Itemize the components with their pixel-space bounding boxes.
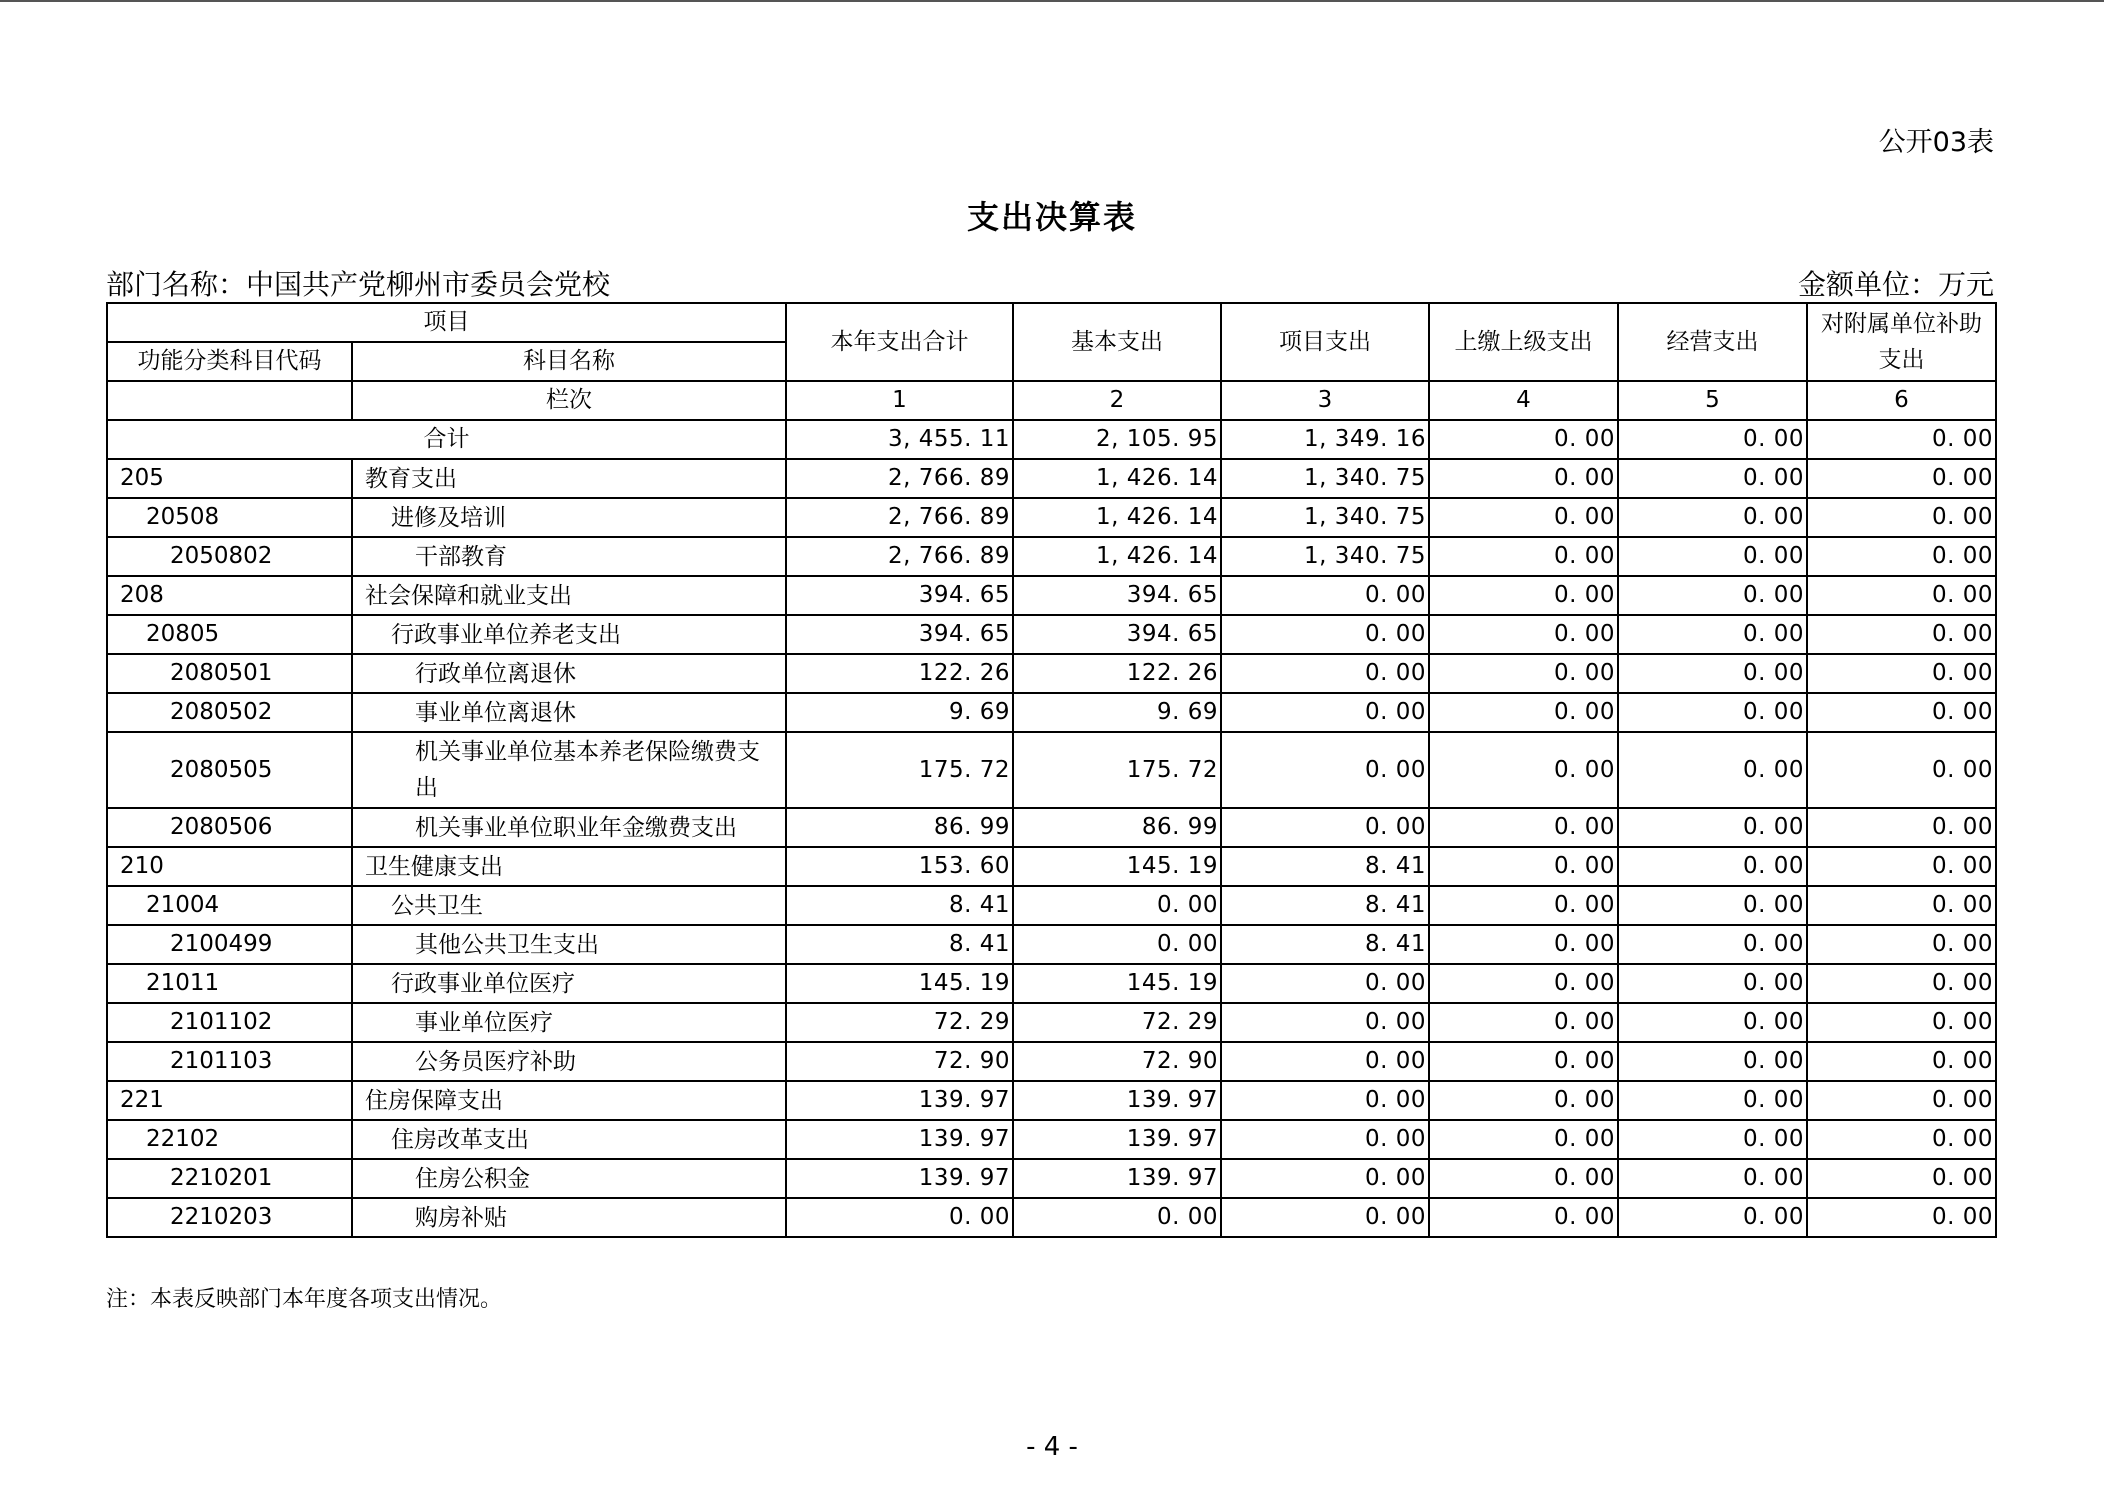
row-name: 住房保障支出: [352, 1081, 786, 1120]
row-business: 0. 00: [1618, 459, 1807, 498]
row-subsidy: 0. 00: [1807, 576, 1996, 615]
row-business: 0. 00: [1618, 654, 1807, 693]
sum-basic: 2, 105. 95: [1013, 420, 1221, 459]
row-code: 210: [107, 847, 352, 886]
row-business: 0. 00: [1618, 1198, 1807, 1237]
row-subsidy: 0. 00: [1807, 1003, 1996, 1042]
row-total: 139. 97: [786, 1120, 1013, 1159]
row-upper: 0. 00: [1429, 693, 1618, 732]
sum-business: 0. 00: [1618, 420, 1807, 459]
header-row-1: [107, 303, 1996, 342]
row-project: 0. 00: [1221, 964, 1429, 1003]
row-code: 20805: [107, 615, 352, 654]
row-total: 122. 26: [786, 654, 1013, 693]
row-project: 8. 41: [1221, 925, 1429, 964]
row-basic: 0. 00: [1013, 925, 1221, 964]
row-name: 其他公共卫生支出: [352, 925, 786, 964]
row-business: 0. 00: [1618, 732, 1807, 808]
row-business: 0. 00: [1618, 964, 1807, 1003]
table-row: [107, 964, 1996, 1003]
row-basic: 394. 65: [1013, 576, 1221, 615]
row-project: 0. 00: [1221, 1042, 1429, 1081]
sum-row: [107, 420, 1996, 459]
row-project: 8. 41: [1221, 847, 1429, 886]
row-name: 机关事业单位职业年金缴费支出: [352, 808, 786, 847]
row-business: 0. 00: [1618, 1159, 1807, 1198]
row-basic: 175. 72: [1013, 732, 1221, 808]
header-code: 功能分类科目代码: [107, 342, 352, 381]
row-project: 0. 00: [1221, 1081, 1429, 1120]
row-project: 0. 00: [1221, 693, 1429, 732]
department-name: 部门名称：中国共产党柳州市委员会党校: [106, 268, 611, 301]
row-upper: 0. 00: [1429, 576, 1618, 615]
table-row: [107, 1003, 1996, 1042]
header-upper: 上缴上级支出: [1429, 303, 1618, 381]
row-subsidy: 0. 00: [1807, 459, 1996, 498]
row-project: 0. 00: [1221, 615, 1429, 654]
table-row: [107, 1198, 1996, 1237]
table-row: [107, 576, 1996, 615]
row-upper: 0. 00: [1429, 498, 1618, 537]
row-basic: 9. 69: [1013, 693, 1221, 732]
row-subsidy: 0. 00: [1807, 615, 1996, 654]
row-code: 221: [107, 1081, 352, 1120]
row-name: 公务员医疗补助: [352, 1042, 786, 1081]
row-business: 0. 00: [1618, 808, 1807, 847]
table-row: [107, 654, 1996, 693]
row-code: 20508: [107, 498, 352, 537]
row-upper: 0. 00: [1429, 1042, 1618, 1081]
row-upper: 0. 00: [1429, 459, 1618, 498]
row-upper: 0. 00: [1429, 808, 1618, 847]
row-name: 社会保障和就业支出: [352, 576, 786, 615]
row-total: 394. 65: [786, 576, 1013, 615]
table-row: [107, 886, 1996, 925]
row-upper: 0. 00: [1429, 537, 1618, 576]
row-upper: 0. 00: [1429, 847, 1618, 886]
row-total: 394. 65: [786, 615, 1013, 654]
row-name: 事业单位医疗: [352, 1003, 786, 1042]
row-basic: 139. 97: [1013, 1120, 1221, 1159]
form-number: 公开03表: [1878, 127, 1994, 158]
row-name: 行政单位离退休: [352, 654, 786, 693]
row-total: 2, 766. 89: [786, 537, 1013, 576]
amount-unit: 金额单位：万元: [1797, 268, 1994, 301]
header-basic: 基本支出: [1013, 303, 1221, 381]
col-num-6: 6: [1807, 381, 1996, 420]
row-project: 0. 00: [1221, 1003, 1429, 1042]
row-upper: 0. 00: [1429, 1159, 1618, 1198]
row-subsidy: 0. 00: [1807, 1081, 1996, 1120]
row-total: 2, 766. 89: [786, 459, 1013, 498]
row-subsidy: 0. 00: [1807, 1042, 1996, 1081]
row-name: 住房改革支出: [352, 1120, 786, 1159]
row-basic: 139. 97: [1013, 1081, 1221, 1120]
row-total: 72. 29: [786, 1003, 1013, 1042]
row-code: 22102: [107, 1120, 352, 1159]
row-total: 175. 72: [786, 732, 1013, 808]
sum-project: 1, 349. 16: [1221, 420, 1429, 459]
row-code: 2080502: [107, 693, 352, 732]
row-business: 0. 00: [1618, 1042, 1807, 1081]
row-business: 0. 00: [1618, 1081, 1807, 1120]
table-row: [107, 459, 1996, 498]
sum-subsidy: 0. 00: [1807, 420, 1996, 459]
row-code: 2100499: [107, 925, 352, 964]
row-code: 2050802: [107, 537, 352, 576]
footnote: 注：本表反映部门本年度各项支出情况。: [106, 1287, 503, 1312]
row-total: 8. 41: [786, 925, 1013, 964]
header-total: 本年支出合计: [786, 303, 1013, 381]
row-name: 教育支出: [352, 459, 786, 498]
row-business: 0. 00: [1618, 1003, 1807, 1042]
row-business: 0. 00: [1618, 576, 1807, 615]
sum-upper: 0. 00: [1429, 420, 1618, 459]
page-title: 支出决算表: [966, 198, 1137, 236]
table-row: [107, 537, 1996, 576]
row-code: 2080501: [107, 654, 352, 693]
row-total: 0. 00: [786, 1198, 1013, 1237]
row-upper: 0. 00: [1429, 886, 1618, 925]
row-name: 行政事业单位医疗: [352, 964, 786, 1003]
row-business: 0. 00: [1618, 1120, 1807, 1159]
row-upper: 0. 00: [1429, 1081, 1618, 1120]
expenditure-table: [106, 302, 1997, 1238]
row-name: 住房公积金: [352, 1159, 786, 1198]
row-total: 139. 97: [786, 1081, 1013, 1120]
row-subsidy: 0. 00: [1807, 1159, 1996, 1198]
row-basic: 122. 26: [1013, 654, 1221, 693]
row-upper: 0. 00: [1429, 925, 1618, 964]
row-basic: 0. 00: [1013, 1198, 1221, 1237]
row-project: 1, 340. 75: [1221, 459, 1429, 498]
lanci-label: 栏次: [352, 381, 786, 420]
row-upper: 0. 00: [1429, 1003, 1618, 1042]
row-subsidy: 0. 00: [1807, 498, 1996, 537]
row-name: 公共卫生: [352, 886, 786, 925]
page-top-border: [0, 0, 2104, 2]
col-num-5: 5: [1618, 381, 1807, 420]
column-number-row: [107, 381, 1996, 420]
table-row: [107, 1159, 1996, 1198]
row-total: 86. 99: [786, 808, 1013, 847]
table-row: [107, 1120, 1996, 1159]
row-code: 208: [107, 576, 352, 615]
col-num-3: 3: [1221, 381, 1429, 420]
row-basic: 1, 426. 14: [1013, 498, 1221, 537]
row-name: 干部教育: [352, 537, 786, 576]
row-code: 2080506: [107, 808, 352, 847]
row-total: 153. 60: [786, 847, 1013, 886]
table-row: [107, 808, 1996, 847]
row-project: 0. 00: [1221, 808, 1429, 847]
row-subsidy: 0. 00: [1807, 654, 1996, 693]
row-basic: 1, 426. 14: [1013, 537, 1221, 576]
row-code: 205: [107, 459, 352, 498]
row-code: 2210203: [107, 1198, 352, 1237]
row-subsidy: 0. 00: [1807, 1120, 1996, 1159]
header-name: 科目名称: [352, 342, 786, 381]
table-row: [107, 1042, 1996, 1081]
sum-total: 3, 455. 11: [786, 420, 1013, 459]
col-num-4: 4: [1429, 381, 1618, 420]
row-total: 139. 97: [786, 1159, 1013, 1198]
table-row: [107, 498, 1996, 537]
table-row: [107, 732, 1996, 808]
row-project: 0. 00: [1221, 1120, 1429, 1159]
header-business: 经营支出: [1618, 303, 1807, 381]
row-basic: 145. 19: [1013, 964, 1221, 1003]
row-total: 72. 90: [786, 1042, 1013, 1081]
row-basic: 72. 29: [1013, 1003, 1221, 1042]
row-code: 2101102: [107, 1003, 352, 1042]
row-code: 2101103: [107, 1042, 352, 1081]
row-subsidy: 0. 00: [1807, 925, 1996, 964]
row-project: 0. 00: [1221, 1159, 1429, 1198]
row-name: 行政事业单位养老支出: [352, 615, 786, 654]
header-project: 项目支出: [1221, 303, 1429, 381]
row-basic: 139. 97: [1013, 1159, 1221, 1198]
row-name: 机关事业单位基本养老保险缴费支出: [352, 732, 786, 808]
row-project: 0. 00: [1221, 732, 1429, 808]
row-basic: 86. 99: [1013, 808, 1221, 847]
row-subsidy: 0. 00: [1807, 808, 1996, 847]
row-total: 145. 19: [786, 964, 1013, 1003]
column-number-blank: [107, 381, 352, 420]
row-business: 0. 00: [1618, 498, 1807, 537]
sum-label: 合计: [107, 420, 786, 459]
row-business: 0. 00: [1618, 925, 1807, 964]
row-code: 2210201: [107, 1159, 352, 1198]
table-row: [107, 615, 1996, 654]
row-basic: 72. 90: [1013, 1042, 1221, 1081]
row-code: 21004: [107, 886, 352, 925]
row-basic: 145. 19: [1013, 847, 1221, 886]
row-subsidy: 0. 00: [1807, 1198, 1996, 1237]
row-business: 0. 00: [1618, 693, 1807, 732]
row-basic: 394. 65: [1013, 615, 1221, 654]
col-num-2: 2: [1013, 381, 1221, 420]
row-name: 进修及培训: [352, 498, 786, 537]
row-business: 0. 00: [1618, 847, 1807, 886]
row-subsidy: 0. 00: [1807, 964, 1996, 1003]
row-upper: 0. 00: [1429, 732, 1618, 808]
row-name: 事业单位离退休: [352, 693, 786, 732]
row-upper: 0. 00: [1429, 615, 1618, 654]
row-project: 0. 00: [1221, 654, 1429, 693]
row-business: 0. 00: [1618, 537, 1807, 576]
row-project: 1, 340. 75: [1221, 537, 1429, 576]
row-project: 8. 41: [1221, 886, 1429, 925]
row-upper: 0. 00: [1429, 1120, 1618, 1159]
row-total: 8. 41: [786, 886, 1013, 925]
row-project: 0. 00: [1221, 1198, 1429, 1237]
row-project: 0. 00: [1221, 576, 1429, 615]
table-row: [107, 693, 1996, 732]
row-subsidy: 0. 00: [1807, 886, 1996, 925]
header-item: 项目: [107, 303, 786, 342]
header-subsidy: 对附属单位补助支出: [1807, 303, 1996, 381]
row-name: 购房补贴: [352, 1198, 786, 1237]
row-subsidy: 0. 00: [1807, 732, 1996, 808]
page-number: - 4 -: [1026, 1432, 1078, 1462]
col-num-1: 1: [786, 381, 1013, 420]
table-row: [107, 925, 1996, 964]
row-basic: 1, 426. 14: [1013, 459, 1221, 498]
table-row: [107, 847, 1996, 886]
row-name: 卫生健康支出: [352, 847, 786, 886]
table-row: [107, 1081, 1996, 1120]
row-upper: 0. 00: [1429, 654, 1618, 693]
row-upper: 0. 00: [1429, 1198, 1618, 1237]
row-subsidy: 0. 00: [1807, 847, 1996, 886]
row-total: 9. 69: [786, 693, 1013, 732]
row-basic: 0. 00: [1013, 886, 1221, 925]
row-code: 2080505: [107, 732, 352, 808]
row-upper: 0. 00: [1429, 964, 1618, 1003]
row-business: 0. 00: [1618, 886, 1807, 925]
row-business: 0. 00: [1618, 615, 1807, 654]
row-total: 2, 766. 89: [786, 498, 1013, 537]
row-project: 1, 340. 75: [1221, 498, 1429, 537]
row-subsidy: 0. 00: [1807, 693, 1996, 732]
row-subsidy: 0. 00: [1807, 537, 1996, 576]
row-code: 21011: [107, 964, 352, 1003]
